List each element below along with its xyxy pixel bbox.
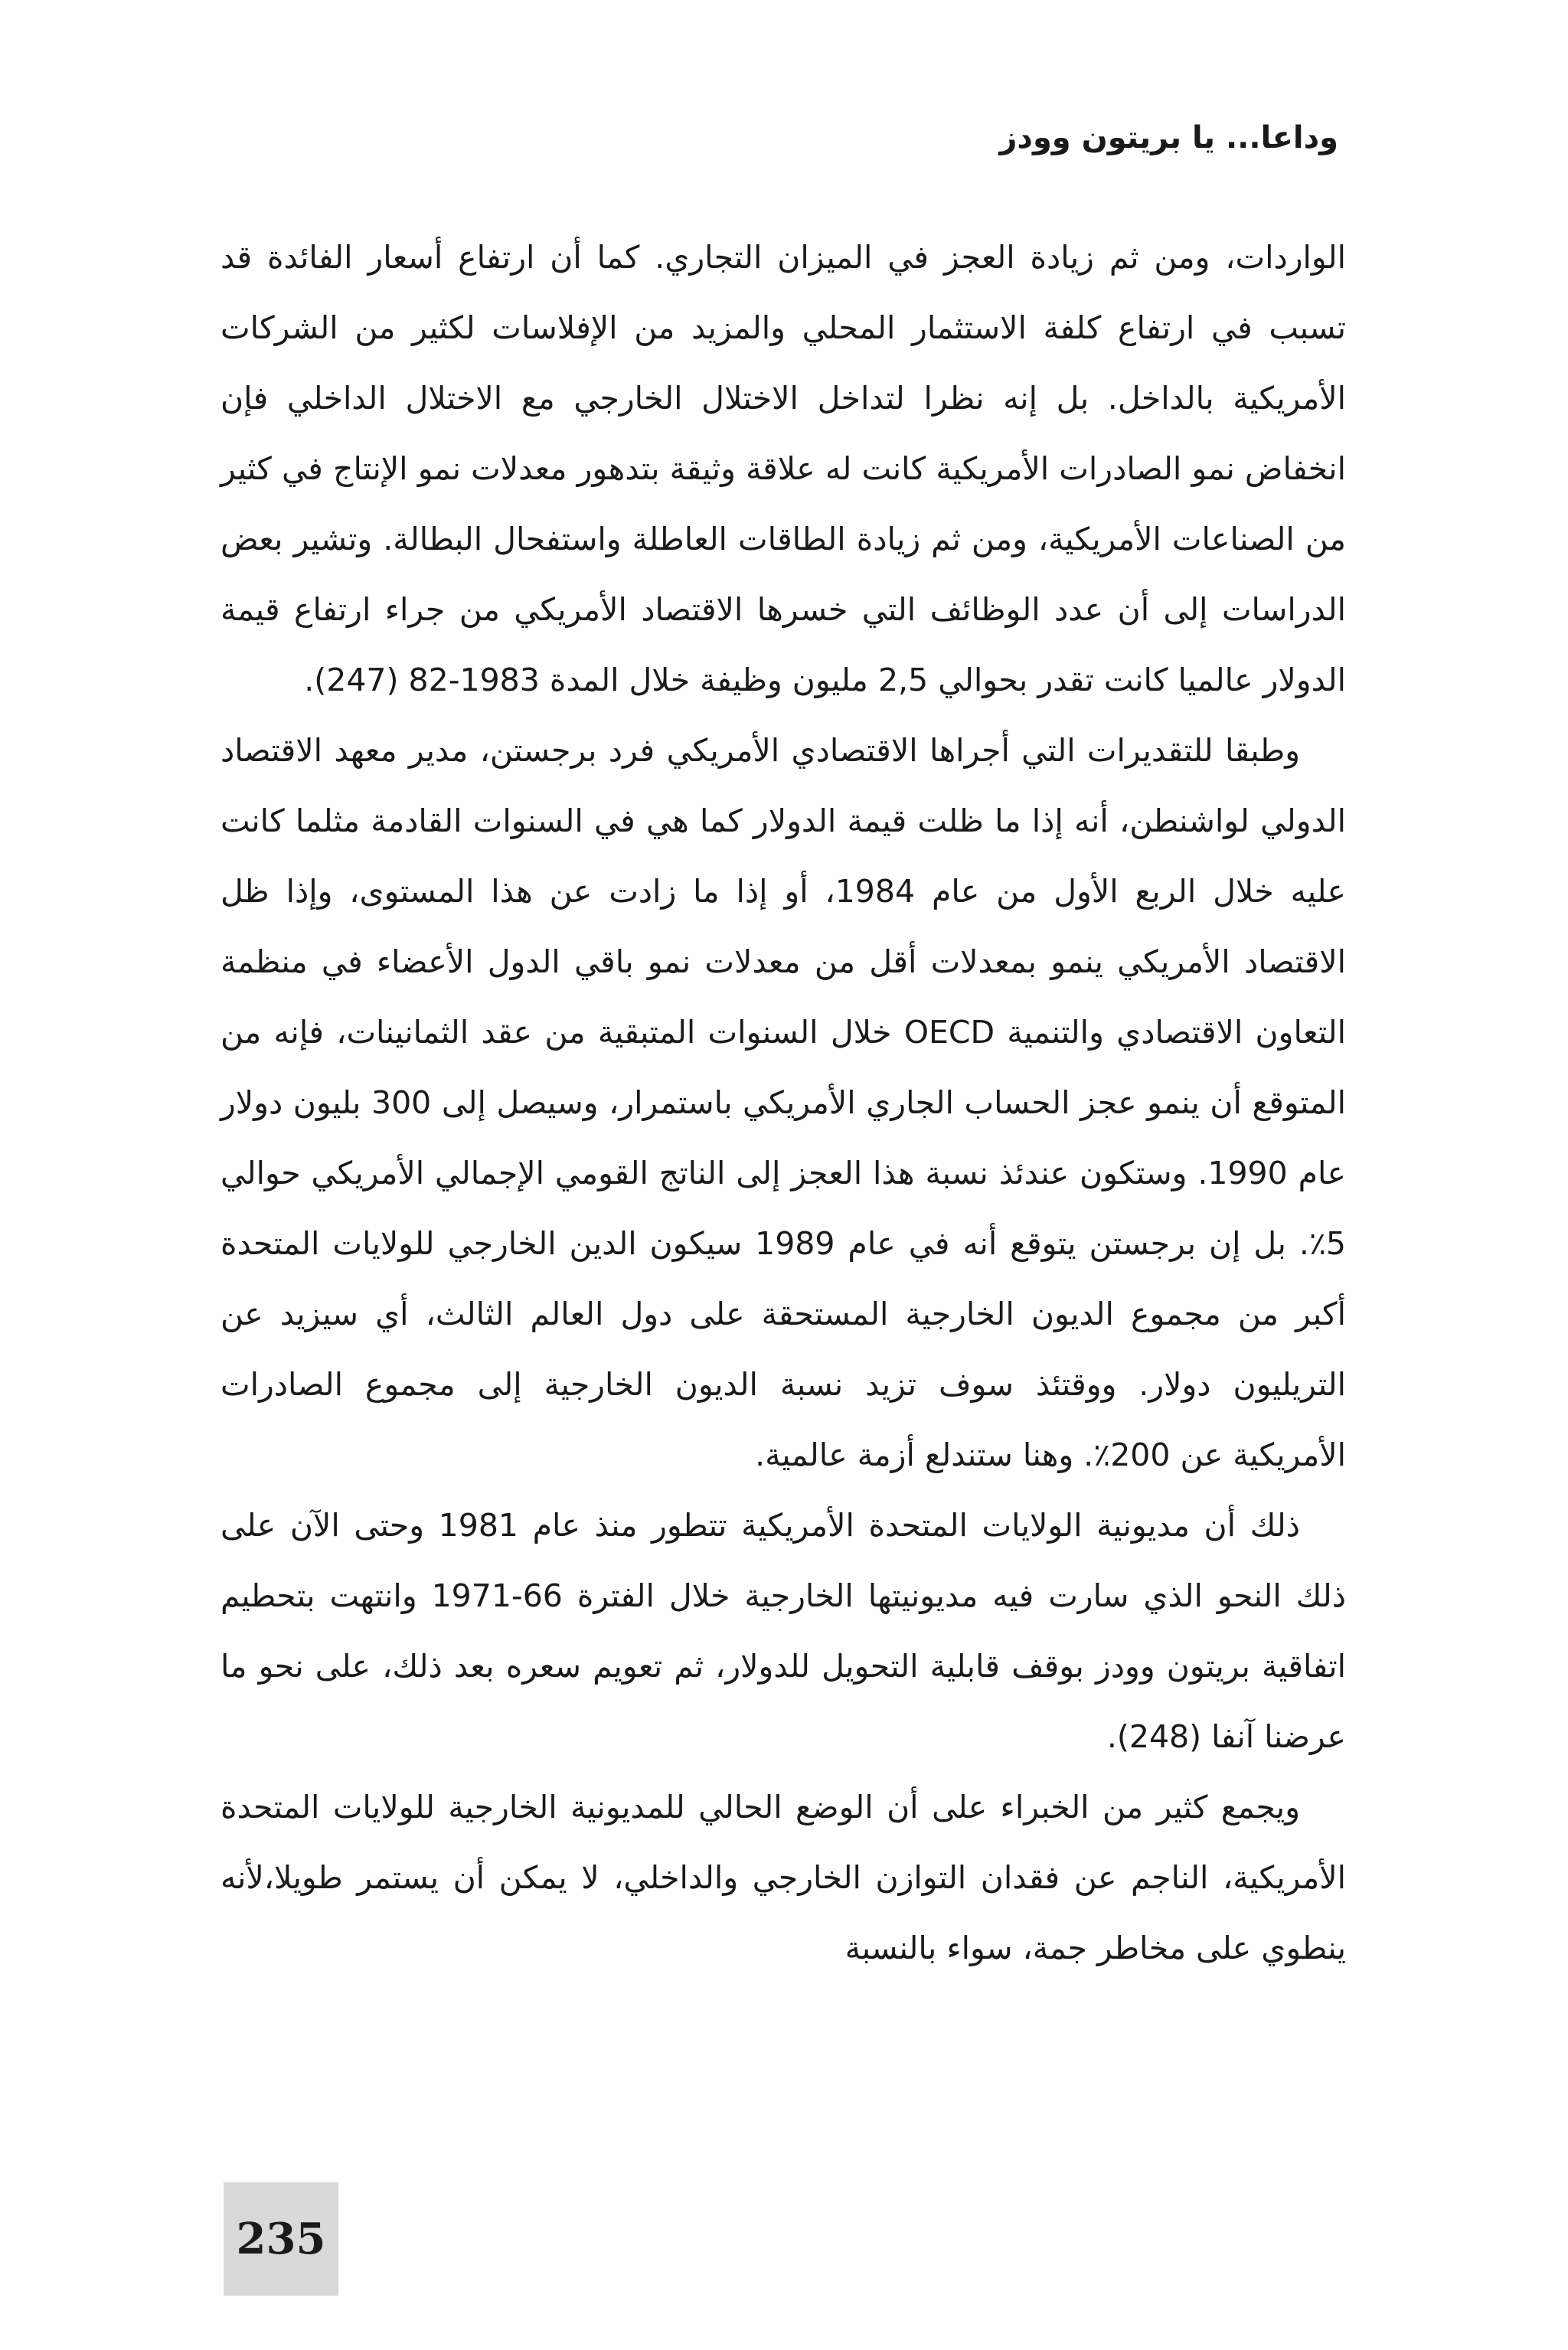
paragraph-2: وطبقا للتقديرات التي أجراها الاقتصادي الأمريكي فرد برجستن، مدير معهد الاقتصاد الدولي لواشنطن، أنه إذا ما ظلت قيمة الدولار كما هي في السنوات القادمة مثلما كانت عليه خلال الربع الأول من عام 1984، أو إذا ما زادت عن هذا المستوى، وإذا ظل الاقتصاد الأمريكي ينمو بمعدلات أقل من معدلات نمو باقي الدول الأعضاء في منظمة التعاون الاقتصادي والتنمية OECD خلال السنوات المتبقية من عقد الثمانينات، فإنه من المتوقع أن ينمو عجز الحساب الجاري الأمريكي باستمرار، وسيصل إلى 300 بليون دولار عام 1990. وستكون عندئذ نسبة هذا العجز إلى الناتج القومي الإجمالي الأمريكي حوالي 5٪. بل إن برجستن يتوقع أنه في عام 1989 سيكون الدين الخارجي للولايات المتحدة أكبر من مجموع الديون الخارجية المستحقة على دول العالم الثالث، أي سيزيد عن التريليون دولار. ووقتئذ سوف تزيد نسبة الديون الخارجية إلى مجموع الصادرات الأمريكية عن 200٪. وهنا ستندلع أزمة عالمية. [220, 732, 1347, 1473]
page-number: 235 [236, 2214, 326, 2264]
running-header-title: وداعا... يا بريتون وودز [999, 120, 1338, 155]
body-text [220, 222, 1346, 1983]
page-number-box [224, 2182, 338, 2296]
paragraph-3: ذلك أن مديونية الولايات المتحدة الأمريكية تتطور منذ عام 1981 وحتى الآن على ذلك النحو الذي سارت فيه مديونيتها الخارجية خلال الفترة 66-1971 وانتهت بتحطيم اتفاقية بريتون وودز بوقف قابلية التحويل للدولار، ثم تعويم سعره بعد ذلك، على نحو ما عرضنا آنفا (248). [220, 1507, 1346, 1755]
paragraph-1: الواردات، ومن ثم زيادة العجز في الميزان التجاري. كما أن ارتفاع أسعار الفائدة قد تسبب في ارتفاع كلفة الاستثمار المحلي والمزيد من الإفلاسات لكثير من الشركات الأمريكية بالداخل. بل إنه نظرا لتداخل الاختلال الخارجي مع الاختلال الداخلي فإن انخفاض نمو الصادرات الأمريكية كانت له علاقة وثيقة بتدهور معدلات نمو الإنتاج في كثير من الصناعات الأمريكية، ومن ثم زيادة الطاقات العاطلة واستفحال البطالة. وتشير بعض الدراسات إلى أن عدد الوظائف التي خسرها الاقتصاد الأمريكي من جراء ارتفاع قيمة الدولار عالميا كانت تقدر بحوالي 2,5 مليون وظيفة خلال المدة 1983-82 (247). [220, 239, 1346, 698]
paragraph-4: ويجمع كثير من الخبراء على أن الوضع الحالي للمديونية الخارجية للولايات المتحدة الأمريكية، الناجم عن فقدان التوازن الخارجي والداخلي، لا يمكن أن يستمر طويلا،لأنه ينطوي على مخاطر جمة، سواء بالنسبة [220, 1789, 1346, 1966]
